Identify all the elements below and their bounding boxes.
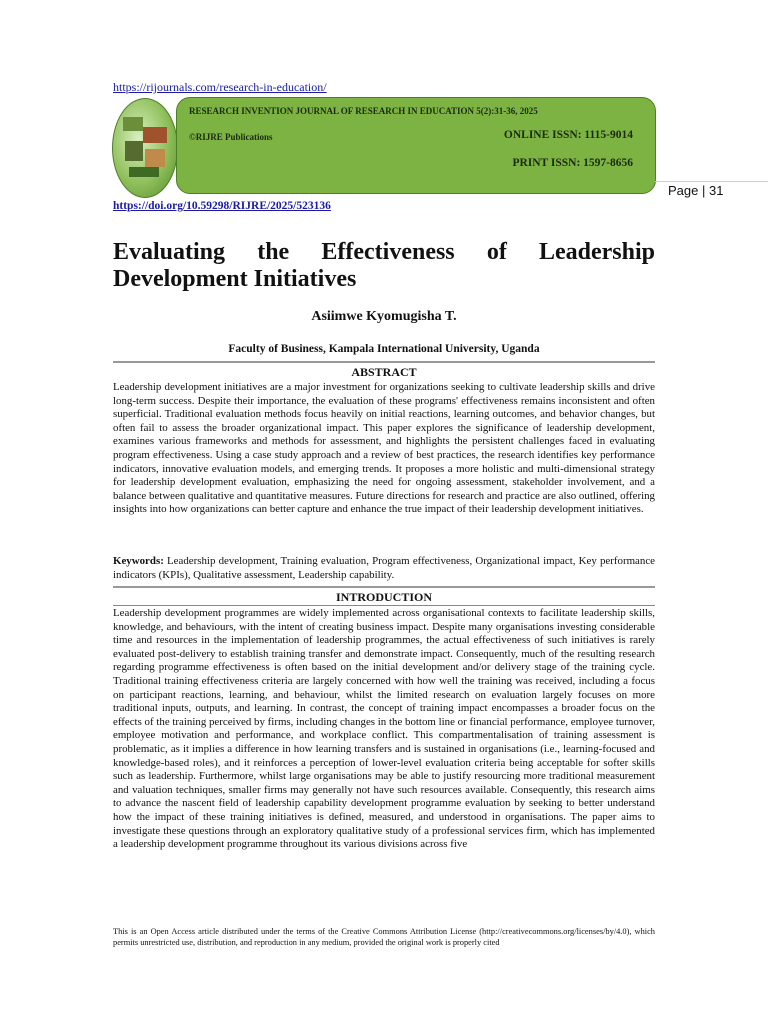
introduction-text: Leadership development programmes are widely implemented across organisational contexts to facilitate leadership skills, knowledge, and behaviours, with the intent of creating business impact. Despite many organisations investing considerable time and resources in the implementation of leadership programmes, the actual effectiveness of such initiatives is rarely evaluated post-delivery to establish training transfer and demonstrate impact. Consequently, much of the resulting research regarding programme effectiveness is often based on the initial development and/or delivery stage of the training cycle. Traditional training effectiveness criteria are largely concerned with how well the training was received, including a focus on participant reactions, learning, and behaviour, whilst the limited research on evaluation largely focuses on more traditional inputs, outputs, and learning. In contrast, the concept of training impact encompasses a broader focus on the effects of the training perceived by firms, including changes in the bottom line or financial performance, employee turnover, employee motivation and performance, and workplace conflict. This compartmentalisation of training assessment is problematic, as it implies a difference in how learning transfers and is sustained in organisations (i.e., learning-focused and knowledge-based roles), and it reinforces a perception of lower-level evaluation criteria being acceptable for softer skills such as leadership. Furthermore, whilst large organisations may be able to justify resourcing more traditional measurement and valuation techniques, smaller firms may generally not have such resources available. Consequently, this research aims to advance the nascent field of leadership capability development programme evaluation by seeking to better understand how the impact of these training initiatives is defined, measured, and understood in organisations. The paper aims to investigate these questions through an exploratory qualitative study of a professional services firm, which has implemented a leadership development programme throughout its various divisions across five xyxy=(113,607,655,851)
journal-title: RESEARCH INVENTION JOURNAL OF RESEARCH IN EDUCATION 5(2):31-36, 2025 xyxy=(189,106,538,116)
paper-title: Evaluating the Effectiveness of Leadership Development Initiatives xyxy=(113,239,655,292)
keywords xyxy=(113,555,655,582)
keywords-list: Leadership development, Training evaluation, Program effectiveness, Organizational impact, Key performance indicators (KPIs), Qualitative assessment, Leadership capability. xyxy=(113,555,655,581)
abstract-heading: ABSTRACT xyxy=(351,365,417,379)
doi-link[interactable]: https://doi.org/10.59298/RIJRE/2025/523136 xyxy=(113,200,331,212)
journal-url-link[interactable]: https://rijournals.com/research-in-education/ xyxy=(113,80,327,94)
license-notice: This is an Open Access article distributed under the terms of the Creative Commons Attribution License (http://creativecommons.org/licenses/by/4.0), which permits unrestricted use, distribution, and reproduction in any medium, provided the original work is properly cited xyxy=(113,927,655,947)
journal-banner xyxy=(176,97,656,194)
intro-bottom-rule xyxy=(113,605,655,606)
intro-top-rule xyxy=(113,586,655,588)
print-issn: PRINT ISSN: 1597-8656 xyxy=(512,157,633,169)
online-issn: ONLINE ISSN: 1115-9014 xyxy=(503,129,633,141)
abstract-text: Leadership development initiatives are a major investment for organizations seeking to cultivate leadership skills and drive long-term success. Despite their importance, the evaluation of these programs' effectiveness remains inconsistent and often superficial. Traditional evaluation methods focus heavily on initial reactions, learning outcomes, and behavior changes, but often fail to assess the broader organizational impact. This paper explores the significance of leadership development, examines various frameworks and methods for assessment, and highlights the persistent challenges faced in evaluating program effectiveness. Using a case study approach and a review of best practices, the research identifies key performance indicators, innovative evaluation models, and emerging trends. It proposes a more holistic and multi-dimensional strategy for leadership development evaluation, emphasizing the need for ongoing assessment, stakeholder involvement, and a balance between qualitative and quantitative measures. Future directions for research and practice are also outlined, offering insights into how organizations can better capture and enhance the true impact of their leadership development initiatives. xyxy=(113,381,655,516)
abstract-top-rule xyxy=(113,361,655,363)
author-affiliation: Faculty of Business, Kampala International University, Uganda xyxy=(228,343,540,355)
publisher-label: ©RIJRE Publications xyxy=(189,132,273,142)
introduction-heading: INTRODUCTION xyxy=(335,590,432,604)
journal-logo xyxy=(112,98,178,198)
page-number-rule xyxy=(655,181,768,182)
keywords-label: Keywords: xyxy=(113,555,164,567)
page-number: Page | 31 xyxy=(668,183,724,198)
journal-cover-icon xyxy=(113,99,177,197)
author-name: Asiimwe Kyomugisha T. xyxy=(311,309,457,324)
